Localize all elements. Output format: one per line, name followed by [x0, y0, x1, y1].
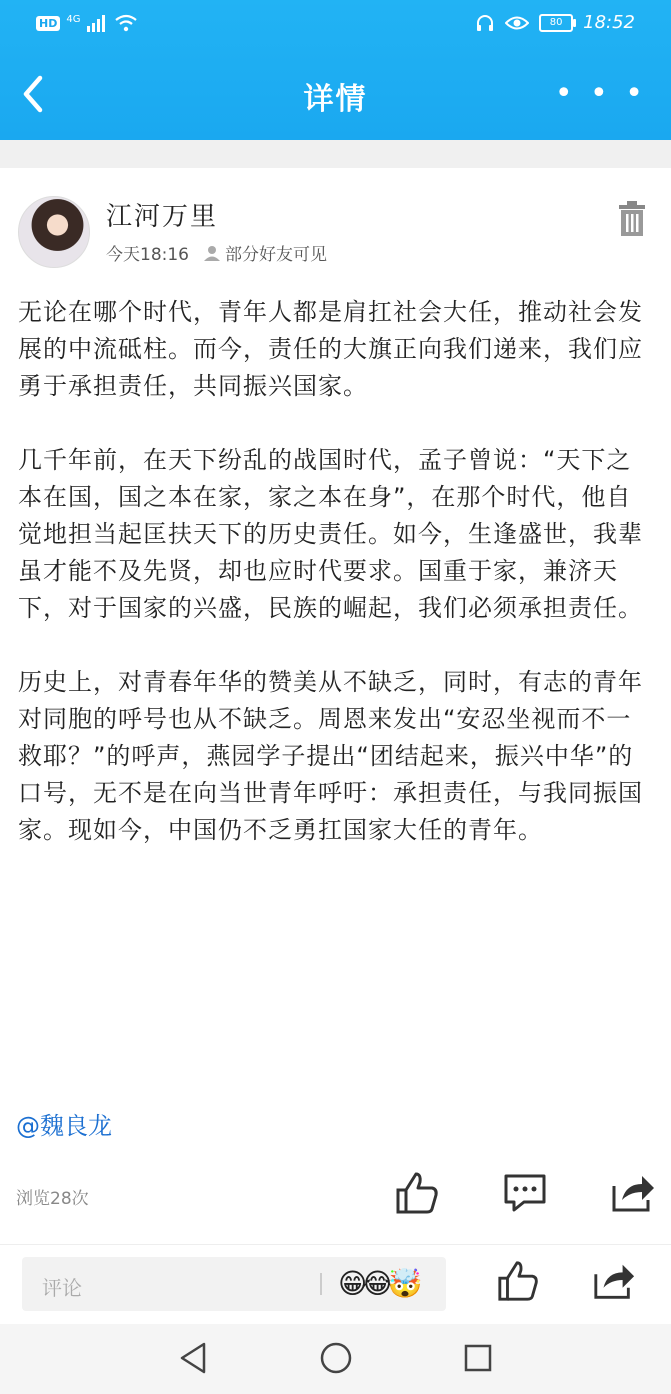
view-count: 浏览28次 — [16, 1189, 89, 1209]
nav-home-icon[interactable] — [318, 1340, 354, 1376]
post-content — [18, 294, 652, 849]
share-icon[interactable] — [592, 1259, 636, 1303]
comment-bar — [0, 1244, 671, 1325]
nav-row — [0, 60, 671, 130]
person-icon — [203, 244, 221, 262]
top-bar — [0, 0, 671, 140]
comment-placeholder: 评论 — [42, 1276, 82, 1300]
clock: 18:52 — [583, 12, 635, 33]
like-icon[interactable] — [496, 1259, 540, 1303]
headphone-icon — [475, 13, 495, 33]
input-divider — [320, 1273, 322, 1295]
nav-back-icon[interactable] — [176, 1340, 210, 1376]
eye-icon — [505, 14, 529, 32]
comment-icon[interactable] — [502, 1170, 548, 1216]
section-gap — [0, 140, 671, 168]
battery-indicator: 80 — [539, 14, 573, 32]
visibility-label: 部分好友可见 — [225, 245, 327, 265]
network-badge: HD — [36, 16, 60, 31]
visibility — [203, 240, 327, 265]
share-icon[interactable] — [610, 1170, 656, 1216]
post-meta — [106, 240, 327, 265]
more-options-icon[interactable]: • • • — [554, 76, 647, 111]
post-time: 今天18:16 — [106, 245, 189, 265]
avatar[interactable] — [18, 196, 90, 268]
trash-icon[interactable] — [617, 200, 647, 238]
paragraph: 无论在哪个时代，青年人都是肩扛社会大任，推动社会发展的中流砥柱。而今，责任的大旗正向我们递来，我们应勇于承担责任，共同振兴国家。 — [18, 298, 643, 400]
system-nav-bar — [0, 1324, 671, 1394]
comment-input[interactable] — [22, 1257, 446, 1311]
status-bar — [0, 0, 671, 50]
like-icon[interactable] — [394, 1170, 440, 1216]
page-title: 详情 — [303, 82, 368, 117]
mention-link[interactable]: @魏良龙 — [16, 1112, 112, 1140]
nav-recents-icon[interactable] — [462, 1340, 494, 1376]
signal-label: 4G — [66, 13, 81, 25]
author-name[interactable]: 江河万里 — [106, 202, 219, 232]
paragraph: 历史上，对青春年华的赞美从不缺乏，同时，有志的青年对同胞的呼号也从不缺乏。周恩来发出“安忍坐视而不一救耶？”的呼声，燕园学子提出“团结起来，振兴中华”的口号，无不是在向当世青年呼吁：承担责任，与我同振国家。现如今，中国仍不乏勇扛国家大任的青年。 — [18, 668, 643, 844]
emoji-button[interactable]: 😁😂🤯 — [338, 1267, 417, 1300]
paragraph: 几千年前，在天下纷乱的战国时代，孟子曾说：“天下之本在国，国之本在家，家之本在身”，在那个时代，他自觉地担当起匡扶天下的历史责任。如今，生逢盛世，我辈虽才能不及先贤，却也应时代要求。国重于家，兼济天下，对于国家的兴盛，民族的崛起，我们必须承担责任。 — [18, 446, 643, 622]
signal-icon — [86, 14, 108, 32]
wifi-icon — [114, 14, 138, 32]
